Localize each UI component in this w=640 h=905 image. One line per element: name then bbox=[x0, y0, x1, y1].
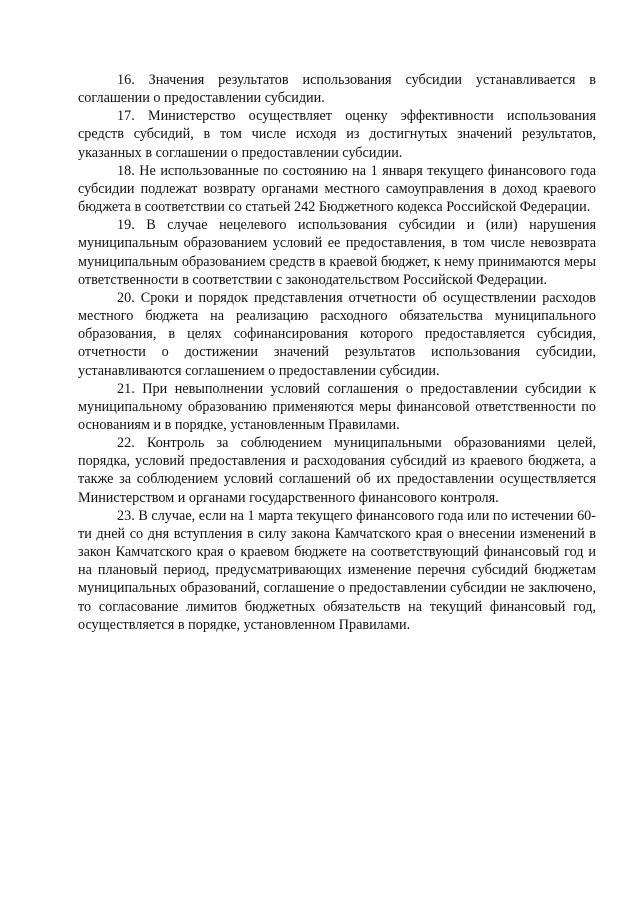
paragraph-20: 20. Сроки и порядок представления отчетности об осуществлении расходов местного бюджета на реализацию расходного обязательства муниципального образования, в целях софинансирования которого предоставляется субсидия, отчетности о достижении значений результатов использования субсидии, устанавливаются соглашением о предоставлении субсидии. bbox=[78, 289, 596, 379]
paragraph-21: 21. При невыполнении условий соглашения о предоставлении субсидии к муниципальному образованию применяются меры финансовой ответственности по основаниям и в порядке, установленным Правилами. bbox=[78, 380, 596, 433]
paragraph-18: 18. Не использованные по состоянию на 1 января текущего финансового года субсидии подлежат возврату органами местного самоуправления в доход краевого бюджета в соответствии со статьей 242 Бюджетного кодекса Российской Федерации. bbox=[78, 162, 596, 216]
paragraph-16: 16. Значения результатов использования субсидии устанавливается в соглашении о предоставлении субсидии. bbox=[78, 72, 596, 107]
paragraph-19: 19. В случае нецелевого использования субсидии и (или) нарушения муниципальным образованием условий ее предоставления, в том числе невозврата муниципальным образованием средств в краевой бюджет, к нему принимаются меры ответственности в соответствии с законодательством Российской Федерации. bbox=[78, 217, 596, 288]
paragraph-23: 23. В случае, если на 1 марта текущего финансового года или по истечении 60-ти дней со дня вступления в силу закона Камчатского края о внесении изменений в закон Камчатского края о краевом бюджете на соответствующий финансовый год и на плановый период, предусматривающих изменение перечня субсидий бюджетам муниципальных образований, соглашение о предоставлении субсидии не заключено, то согласование лимитов бюджетных обязательств на текущий финансовый год, осуществляется в порядке, установленном Правилами. bbox=[78, 507, 596, 633]
paragraph-17: 17. Министерство осуществляет оценку эффективности использования средств субсидий, в том числе исходя из достигнутых значений результатов, указанных в соглашении о предоставлении субсидии. bbox=[78, 108, 596, 161]
paragraph-22: 22. Контроль за соблюдением муниципальными образованиями целей, порядка, условий предоставления и расходования субсидий из краевого бюджета, а также за соблюдением условий соглашений об их предоставлении осуществляется Министерством и органами государственного финансового контроля. bbox=[78, 435, 596, 506]
document-body bbox=[78, 71, 596, 634]
